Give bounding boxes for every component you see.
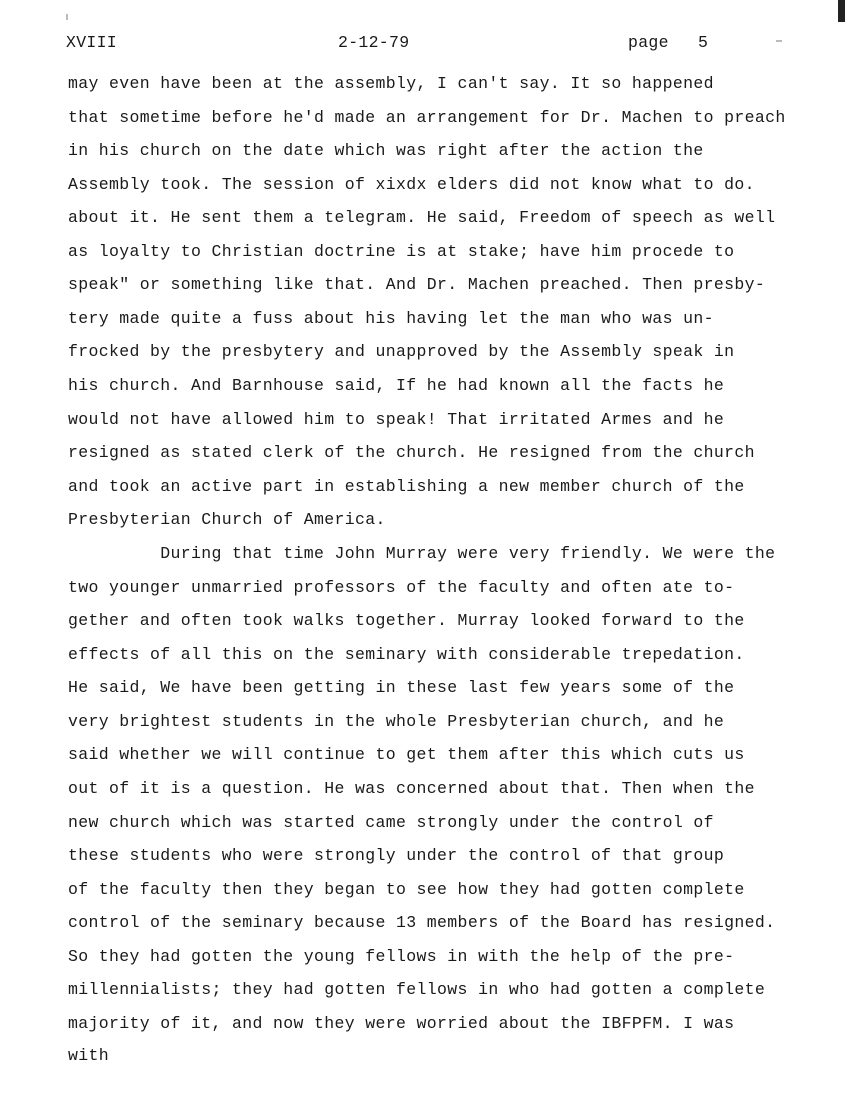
text-line: that sometime before he'd made an arrangement for Dr. Machen to preach: [68, 108, 786, 127]
page-label: page: [628, 33, 669, 52]
text-line: Assembly took. The session of xixdx elders did not know what to do.: [68, 175, 755, 194]
text-line: Presbyterian Church of America.: [68, 510, 386, 529]
text-line: effects of all this on the seminary with considerable trepedation.: [68, 645, 745, 664]
text-line: these students who were strongly under the control of that group: [68, 846, 725, 865]
text-line: speak" or something like that. And Dr. Machen preached. Then presby-: [68, 275, 766, 294]
text-line: about it. He sent them a telegram. He said, Freedom of speech as well: [68, 208, 776, 227]
text-line: control of the seminary because 13 members of the Board has resigned.: [68, 913, 776, 932]
scan-edge-mark: [838, 0, 845, 22]
page-number: 5: [698, 33, 709, 52]
section-number: XVIII: [66, 33, 118, 52]
text-line: and took an active part in establishing a new member church of the: [68, 477, 745, 496]
text-line: During that time John Murray were very friendly. We were the: [68, 544, 776, 563]
text-line: He said, We have been getting in these last few years some of the: [68, 678, 735, 697]
text-line: in his church on the date which was right after the action the: [68, 141, 704, 160]
text-line: may even have been at the assembly, I can't say. It so happened: [68, 74, 714, 93]
scan-speck: [776, 40, 782, 42]
text-line: his church. And Barnhouse said, If he had known all the facts he: [68, 376, 725, 395]
document-date: 2-12-79: [338, 33, 410, 52]
text-line: gether and often took walks together. Murray looked forward to the: [68, 611, 745, 630]
text-line: with: [68, 1046, 110, 1065]
text-line: resigned as stated clerk of the church. He resigned from the church: [68, 443, 755, 462]
text-line: said whether we will continue to get them after this which cuts us: [68, 745, 745, 764]
text-line: millennialists; they had gotten fellows in who had gotten a complete: [68, 980, 766, 999]
text-line: new church which was started came strongly under the control of: [68, 813, 714, 832]
text-line: out of it is a question. He was concerned about that. Then when the: [68, 779, 755, 798]
text-line: as loyalty to Christian doctrine is at stake; have him procede to: [68, 242, 735, 261]
text-line: two younger unmarried professors of the faculty and often ate to-: [68, 578, 735, 597]
text-line: tery made quite a fuss about his having let the man who was un-: [68, 309, 714, 328]
text-line: would not have allowed him to speak! That irritated Armes and he: [68, 410, 725, 429]
text-line: majority of it, and now they were worried about the IBFPFM. I was: [68, 1014, 735, 1033]
text-line: very brightest students in the whole Presbyterian church, and he: [68, 712, 725, 731]
text-line: of the faculty then they began to see how they had gotten complete: [68, 880, 745, 899]
scan-speck: [66, 14, 68, 20]
text-line: So they had gotten the young fellows in with the help of the pre-: [68, 947, 735, 966]
text-line: frocked by the presbytery and unapproved by the Assembly speak in: [68, 342, 735, 361]
